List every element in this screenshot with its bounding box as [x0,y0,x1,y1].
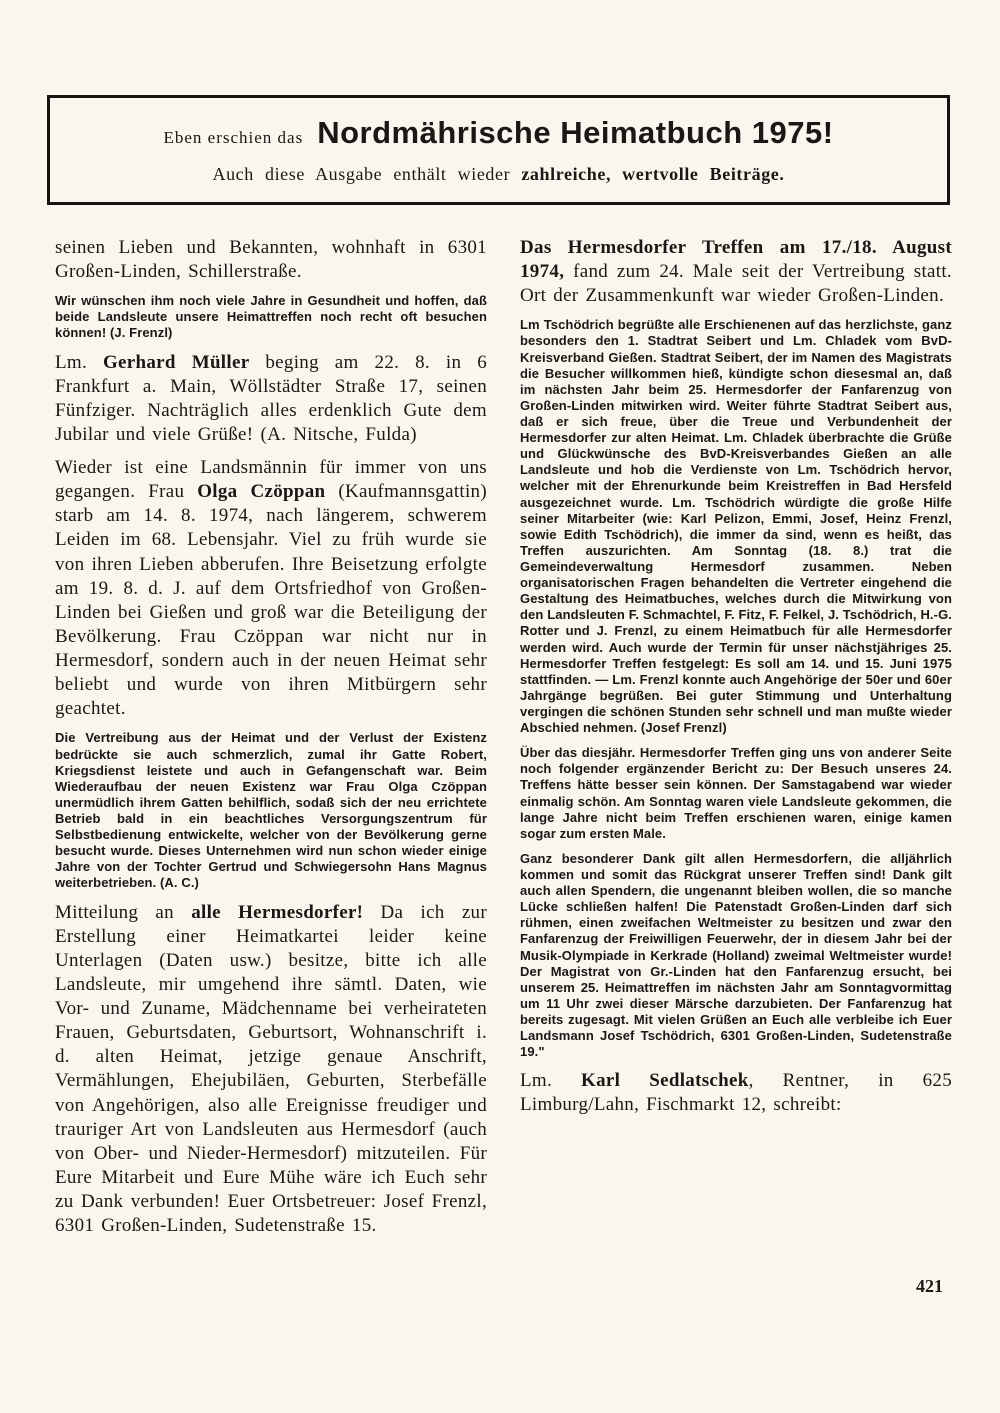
announcement-subtitle-regular: Auch diese Ausgabe enthält wieder [212,164,511,185]
right-column [520,236,952,1247]
left-column [55,236,487,1247]
announcement-intro: Eben erschien das [163,128,304,147]
announcement-box [47,95,950,205]
para-dank: Ganz besonderer Dank gilt allen Hermesdorfern, die alljährlich kommen und somit das Rückgrat unserer Treffen sind! Dank gilt auch allen Spendern, die ungenannt bleiben wollen, die so manche Lücke schließen halfen! Die Patenstadt Großen-Linden darf sich rühmen, einen zweifachen Weltmeister zu besitzen und zwar den Fanfarenzug der Freiwilligen Feuerwehr, der in diesem Jahr bei der Musik-Olympiade in Kerkrade (Holland) zweimal Weltmeister wurde! Der Magistrat von Gr.-Linden hat den Fanfarenzug ersucht, bei unserem 25. Heimattreffen im nächsten Jahr am Sonntagvormittag um 11 Uhr zwei dieser Märsche darzubieten. Der Fanfarenzug hat bereits zugesagt. Mit vielen Grüßen an Euch alle verbleibe ich Euer Landsmann Josef Tschödrich, 6301 Großen-Linden, Sudetenstraße 19." [520,850,952,1060]
announcement-subtitle-bold: zahlreiche, wertvolle Beiträge. [521,164,785,185]
para-treffen-bericht: Lm Tschödrich begrüßte alle Erschienenen auf das herzlichste, ganz besonders den 1. Stadtrat Seibert und Lm. Chladek vom BvD-Kreisverband Gießen. Stadtrat Seibert, der im Namen des Magistrats die Besucher willkommen hieß, kündigte schon diesesmal an, daß im nächsten Jahr beim 25. Hermesdorfer der Fanfarenzug von Großen-Linden mitwirken wird. Weiter führte Stadtrat Seibert aus, daß er sich freue, über die Treue und Verbundenheit der Hermesdorfer zur alten Heimat. Lm. Chladek überbrachte die Grüße und Glückwünsche des BvD-Kreisverbandes Gießen an alle Landsleute und hob die Verdienste von Lm. Tschödrich hervor, welcher mit der Ehrenurkunde beim Kreistreffen in Bad Hersfeld ausgezeichnet wurde. Lm. Tschödrich würdigte die große Hilfe seiner Mitarbeiter (wie: Karl Pelizon, Emmi, Josef, Heinz Frenzl, sowie Edith Tschödrich), die immer da sind, wenn es heißt, das Treffen auszurichten. Am Sonntag (18. 8.) trat die Gemeindeverwaltung Hermesdorf zusammen. Neben organisatorischen Fragen behandelten die Vertreter eingehend die Gestaltung des Heimatbuches, welches durch die Mitwirkung von den Landsleuten F. Schmachtel, F. Fitz, F. Felkel, J. Tschödrich, H.-G. Rotter und J. Frenzl, zu einem Heimatbuch für alle Hermesdorfer werden wird. Auch wurde der Termin für unser nächstjähriges 25. Hermesdorfer Treffen festgelegt: Es soll am 14. und 15. Juni 1975 stattfinden. — Lm. Frenzl konnte auch Angehörige der 50er und 60er Jahrgänge begrüßen. Bei guter Stimmung und Unterhaltung vergingen die schönen Stunden sehr schnell und man mußte wieder Abschied nehmen. (Josef Frenzl) [520,317,952,736]
para-ergaenzender-bericht: Über das diesjähr. Hermesdorfer Treffen ging uns von anderer Seite noch folgender ergänzender Bericht zu: Der Besuch unseres 24. Treffens hätte besser sein können. Der Samstagabend war wieder einmalig schön. Am Sonntag waren viele Landsleute gekommen, die lange Jahre nicht beim Treffen erschienen waren, einige kamen sogar zum ersten Male. [520,745,952,841]
announcement-title: Nordmährische Heimatbuch 1975! [317,115,834,150]
two-column-body [55,236,952,1247]
para-vertreibung: Die Vertreibung aus der Heimat und der Verlust der Existenz bedrückte sie auch schmerzlich, zumal ihr Gatte Robert, Kriegsdienst leistete und auch in Gefangenschaft war. Beim Wiederaufbau der neuen Existenz war Frau Olga Czöppan unermüdlich ihrem Gatten behilflich, sodaß sich der neu errichtete Betrieb bald in ein beachtliches Versorgungszentrum für Selbstbedienung entwickelte, welcher von der Bevölkerung gerne besucht wurde. Dieses Unternehmen wird nun schon wieder einige Jahre von der Tochter Gertrud und Schwiegersohn Hans Magnus weiterbetrieben. (A. C.) [55,730,487,891]
para-wohnhaft: seinen Lieben und Bekannten, wohnhaft in 6301 Großen-Linden, Schillerstraße. [55,237,487,283]
para-karl-sedlatschek: Lm. Karl Sedlatschek, Rentner, in 625 Limburg/Lahn, Fischmarkt 12, schreibt: [520,1070,953,1116]
announcement-heading [62,116,935,150]
page-number: 421 [916,1276,943,1296]
para-mitteilung: Mitteilung an alle Hermesdorfer! Da ich zur Erstellung einer Heimatkartei leider keine Unterlagen (Daten usw.) besitze, bitte ich alle Landsleute, mir umgehend ihre sämtl. Daten, wie Vor- und Zuname, Mädchenname bei verheirateten Frauen, Geburtsdaten, Geburtsort, Wohnanschrift i. d. alten Heimat, jetzige genaue Anschrift, Vermählungen, Ehejubiläen, Geburten, Sterbefälle von Angehörigen, also alle Ereignisse freudiger und trauriger Art von Landsleuten aus Hermesdorf (auch von Ober- und Nieder-Hermesdorf) mitzuteilen. Für Eure Mitarbeit und Eure Mühe wäre ich Euch sehr zu Dank verbunden! Euer Ortsbetreuer: Josef Frenzl, 6301 Großen-Linden, Sudetenstraße 15. [55,901,487,1237]
announcement-subtitle [62,164,935,186]
para-wuensche: Wir wünschen ihm noch viele Jahre in Gesundheit und hoffen, daß beide Landsleute unsere Heimattreffen noch recht oft besuchen können! (J. Frenzl) [55,293,487,341]
para-gerhard-mueller: Lm. Gerhard Müller beging am 22. 8. in 6 Frankfurt a. Main, Wöllstädter Straße 17, seinen Fünfziger. Nachträglich alles erdenklich Gute dem Jubilar und viele Grüße! (A. Nitsche, Fulda) [55,351,487,445]
para-treffen-heading: Das Hermesdorfer Treffen am 17./18. August 1974, fand zum 24. Male seit der Vertreibung statt. Ort der Zusammenkunft war wieder Großen-Linden. [520,237,952,307]
para-olga-czoeppan: Wieder ist eine Landsmännin für immer von uns gegangen. Frau Olga Czöppan (Kaufmannsgattin) starb am 14. 8. 1974, nach längerem, schwerem Leiden im 68. Lebensjahr. Viel zu früh wurde sie von ihren Lieben abberufen. Ihre Beisetzung erfolgte am 19. 8. d. J. auf dem Ortsfriedhof von Großen-Linden bei Gießen und groß war die Beteiligung der Bevölkerung. Frau Czöppan war nicht nur in Hermesdorf, sondern auch in der neuen Heimat sehr beliebt und wurde von ihren Mitbürgern sehr geachtet. [55,457,487,720]
